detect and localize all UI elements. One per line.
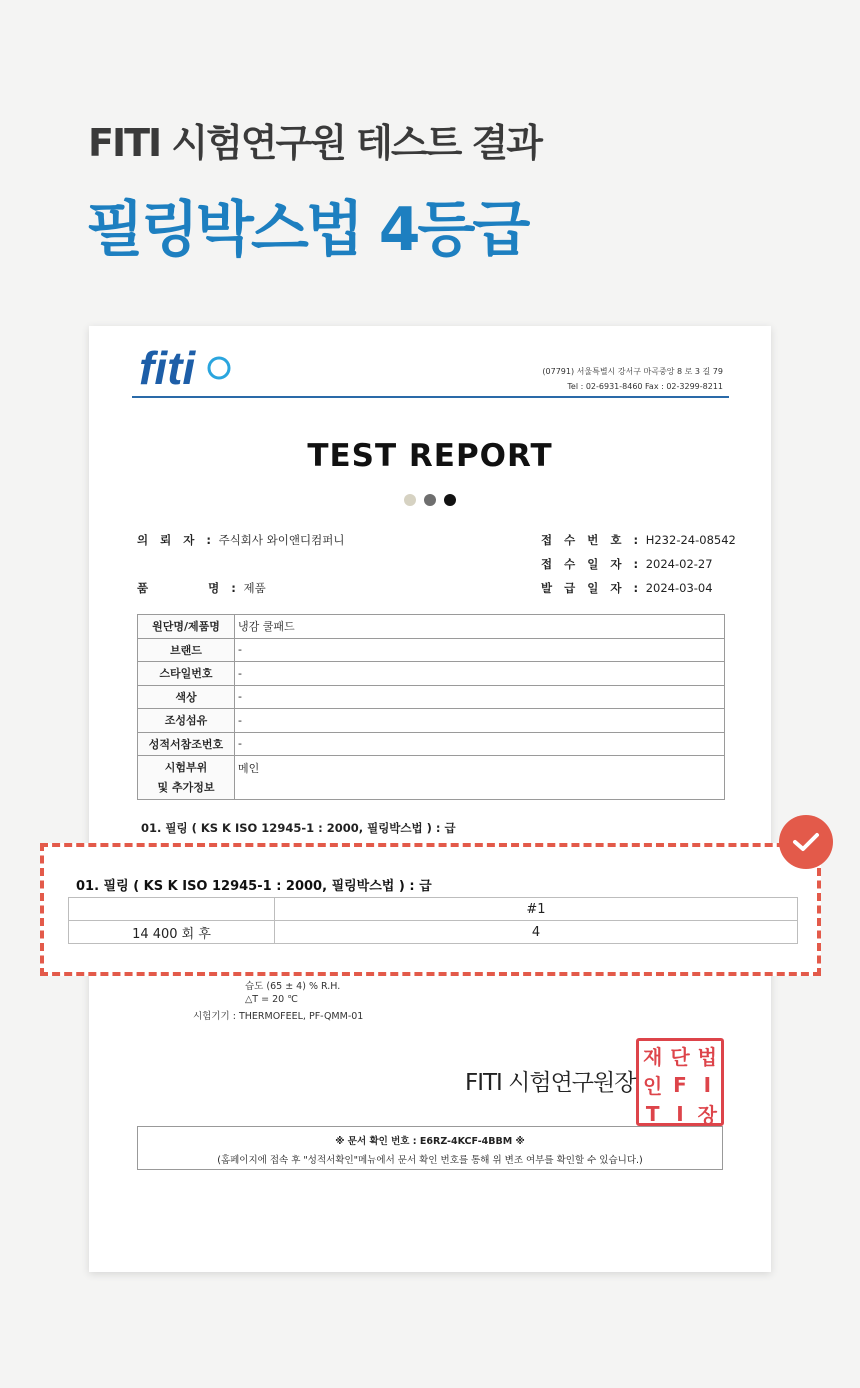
hero-title: 필링박스법 4등급 (86, 195, 528, 265)
seal-char: T (645, 1101, 660, 1126)
official-seal (636, 1038, 724, 1126)
receipt-date-value: 2024-02-27 (645, 557, 713, 571)
product (137, 580, 266, 596)
svg-text:fiti: fiti (139, 342, 196, 394)
label-line-2: 및 추가정보 (157, 780, 215, 794)
test-report-document (89, 326, 771, 1272)
table-row (138, 732, 725, 756)
product-label: 품 명 : (137, 581, 240, 595)
verification-number: ※ 문서 확인 번호 : E6RZ-4KCF-4BBM ※ (335, 1136, 525, 1147)
row-label (138, 756, 235, 800)
row-label: 스타일번호 (138, 662, 235, 686)
report-title: TEST REPORT (307, 438, 553, 474)
seal-char: 법 (697, 1045, 717, 1069)
row-value: - (235, 709, 725, 733)
product-value: 제품 (243, 581, 266, 595)
table-row (138, 638, 725, 662)
label-line-1: 시험부위 (164, 760, 208, 774)
pilling-result-table (68, 897, 798, 944)
condition-humidity: 습도 (65 ± 4) % R.H. (245, 981, 341, 992)
issue-date-label: 발 급 일 자 : (541, 581, 643, 595)
condition-equipment: 시험기기 : THERMOFEEL, PF-QMM-01 (193, 1011, 364, 1022)
page-dots (89, 494, 771, 506)
seal-char: 장 (697, 1103, 717, 1127)
row-label: 성적서참조번호 (138, 732, 235, 756)
issue-date (541, 580, 713, 596)
seal-char: F (673, 1072, 687, 1097)
receipt-number-label: 접 수 번 호 : (541, 533, 643, 547)
seal-char: 재 (643, 1045, 663, 1069)
report-address (542, 364, 723, 394)
row-value: - (235, 732, 725, 756)
seal-char: 인 (643, 1074, 663, 1098)
address-line: (07791) 서울특별시 강서구 마곡중앙 8 로 3 길 79 (542, 367, 723, 376)
table-row (138, 685, 725, 709)
signer-name: FITI 시험연구원장 (465, 1070, 636, 1096)
row-label: 조성섬유 (138, 709, 235, 733)
row-label: 브랜드 (138, 638, 235, 662)
row-value: 메인 (235, 756, 725, 800)
header-sample: #1 (275, 898, 798, 921)
hero-subtitle: FITI 시험연구원 테스트 결과 (88, 121, 541, 165)
seal-char: I (703, 1072, 712, 1097)
highlight-result-box (40, 843, 821, 976)
row-label: 색상 (138, 685, 235, 709)
dot-2 (424, 494, 436, 506)
verification-note: (홈페이지에 접속 후 "성적서확인"메뉴에서 문서 확인 번호를 통해 위 변조 여부를 확인할 수 있습니다.) (217, 1155, 643, 1166)
receipt-date (541, 556, 713, 572)
section-title: 01. 필링 ( KS K ISO 12945-1 : 2000, 필링박스법 ) : 급 (141, 821, 456, 835)
checkmark-icon (792, 831, 820, 853)
row-value: - (235, 638, 725, 662)
condition-temp: △T = 20 ℃ (245, 994, 298, 1005)
requester-label: 의 뢰 자 : (137, 533, 215, 547)
header-divider (132, 396, 729, 398)
seal-char: 단 (670, 1045, 690, 1069)
result-value: 4 (275, 921, 798, 944)
issue-date-value: 2024-03-04 (645, 581, 713, 595)
receipt-date-label: 접 수 일 자 : (541, 557, 643, 571)
check-icon (779, 815, 833, 869)
verification-box (137, 1126, 723, 1170)
contact-line: Tel : 02-6931-8460 Fax : 02-3299-8211 (567, 382, 723, 391)
table-row (69, 898, 798, 921)
fiti-logo (139, 342, 249, 394)
table-row (138, 615, 725, 639)
highlight-title: 01. 필링 ( KS K ISO 12945-1 : 2000, 필링박스법 ) : 급 (76, 879, 432, 894)
row-value: - (235, 685, 725, 709)
requester-value: 주식회사 와이앤디컴퍼니 (218, 533, 345, 547)
requester (137, 532, 344, 548)
row-value: - (235, 662, 725, 686)
table-row (138, 709, 725, 733)
row-label: 원단명/제품명 (138, 615, 235, 639)
receipt-number (541, 532, 736, 548)
table-row (138, 756, 725, 800)
table-row (138, 662, 725, 686)
seal-char: I (676, 1101, 684, 1126)
product-info-table (137, 614, 725, 800)
receipt-number-value: H232-24-08542 (645, 533, 736, 547)
dot-3 (444, 494, 456, 506)
table-row (69, 921, 798, 944)
header-empty (69, 898, 275, 921)
dot-1 (404, 494, 416, 506)
row-value: 냉감 쿨패드 (235, 615, 725, 639)
result-label: 14 400 회 후 (69, 921, 275, 944)
